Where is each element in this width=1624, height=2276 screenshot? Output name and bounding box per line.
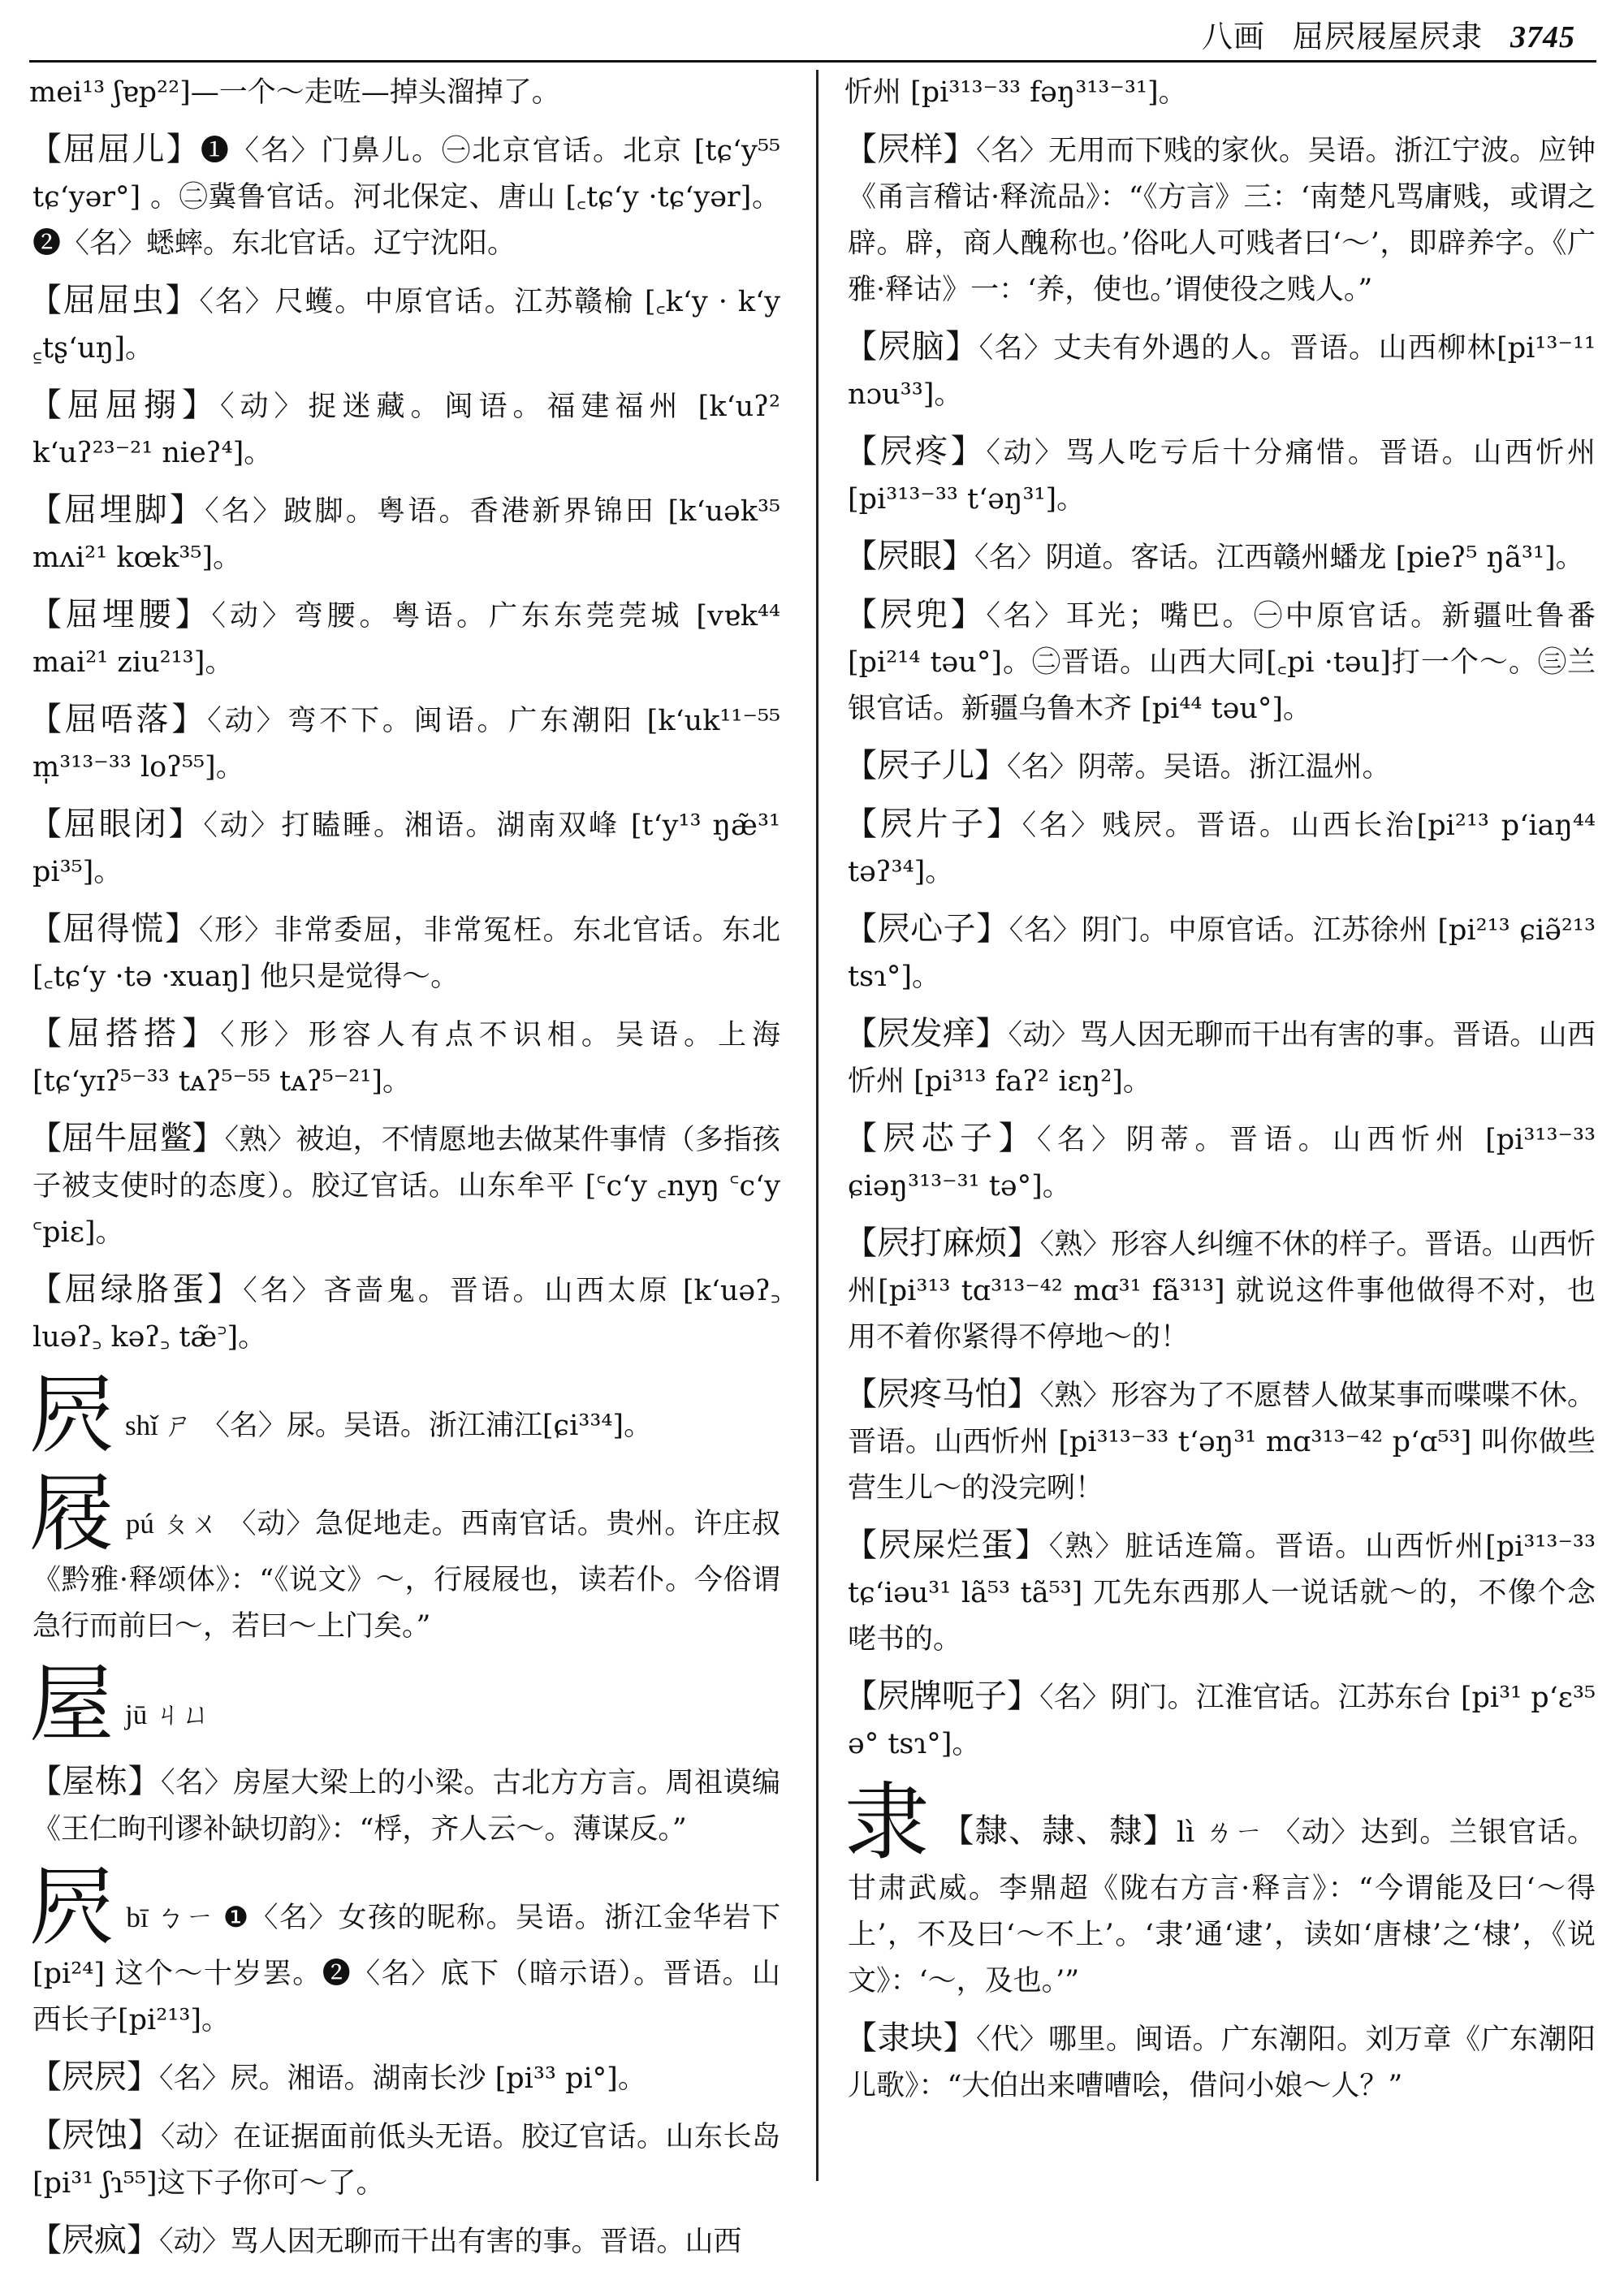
head-character: 屋 xyxy=(29,1655,114,1754)
entry-headword: 【屄牌呃子】 xyxy=(844,1678,1040,1715)
dictionary-entry xyxy=(844,1116,1596,1210)
entry-headword: 【屄脑】 xyxy=(844,328,979,365)
entry-headword: 【屄芯子】 xyxy=(844,1120,1037,1157)
character-definition: ❶〈名〉女孩的昵称。吴语。浙江金华岩下 [pi²⁴] 这个～十岁罢。❷〈名〉底下（暗示语）。晋语。山西长子[pi²¹³]。 xyxy=(32,1902,780,2036)
dictionary-entry xyxy=(844,1220,1596,1361)
entry-definition: 〈名〉无用而下贱的家伙。吴语。浙江宁波。应钟《甬言稽诂·释流品》：“《方言》三：‘南楚凡骂庸贱，或谓之辟。辟，商人醜称也。’俗叱人可贱者曰‘～’，即辟养字。《广雅·释诂》一：‘养，使也。’谓使役之贱人。” xyxy=(848,135,1596,306)
entry-definition: 〈代〉哪里。闽语。广东潮阳。刘万章《广东潮阳儿歌》：“大伯出来嘈嘈哙，借问小娘～人？” xyxy=(848,2023,1596,2102)
zhuyin: lì ㄌㄧ xyxy=(1176,1816,1264,1849)
character-entry xyxy=(29,1366,780,1465)
entry-headword: 【屄心子】 xyxy=(844,910,1009,948)
entry-definition: 〈动〉骂人因无聊而干出有害的事。晋语。山西忻州 [pi³¹³ faʔ² iɛŋ²]。 xyxy=(848,1019,1596,1098)
pinyin: jū xyxy=(125,1699,148,1730)
entry-headword: 【屈得慌】 xyxy=(29,910,199,948)
stroke-section-label: 八画 xyxy=(1201,19,1265,54)
dictionary-entry xyxy=(844,127,1596,313)
character-entry xyxy=(29,1655,780,1853)
entry-definition: 〈名〉屄。湘语。湖南长沙 [pi³³ pi°]。 xyxy=(159,2062,646,2095)
entry-headword: 【屈埋腰】 xyxy=(29,596,212,633)
entry-headword: 【屄疼马怕】 xyxy=(844,1376,1040,1413)
dictionary-entry xyxy=(844,801,1596,896)
entry-definition: 〈名〉阴蒂。晋语。山西忻州 [pi³¹³⁻³³ ɕiəŋ³¹³⁻³¹ tə°]。 xyxy=(848,1124,1596,1203)
entry-definition: 〈熟〉脏话连篇。晋语。山西忻州[pi³¹³⁻³³ tɕʻiəu³¹ lã⁵³ tã⁵³] 兀先东西那人一说话就～的，不像个念咾书的。 xyxy=(848,1531,1596,1656)
dictionary-entry xyxy=(29,906,780,1000)
character-line xyxy=(29,1858,780,2044)
dictionary-entry xyxy=(29,697,780,791)
dictionary-entry xyxy=(844,743,1596,791)
running-header xyxy=(1202,11,1575,56)
entry-definition: 〈名〉阴道。客话。江西赣州蟠龙 [pieʔ⁵ ŋã³¹]。 xyxy=(974,542,1584,574)
entry-headword: 【屄眼】 xyxy=(844,538,974,575)
entry-headword: 【屄蚀】 xyxy=(29,2117,161,2154)
entry-headword: 【屄兜】 xyxy=(844,596,987,633)
dictionary-entry xyxy=(844,1011,1596,1105)
dictionary-entry xyxy=(29,1267,780,1361)
dictionary-entry xyxy=(844,1522,1596,1663)
dictionary-entry xyxy=(844,533,1596,581)
left-column xyxy=(29,70,780,2276)
entry-definition: 〈动〉在证据面前低头无语。胶辽官话。山东长岛[pi³¹ ʃɿ⁵⁵]这下子你可～了。 xyxy=(32,2121,780,2200)
entry-headword: 【屈埋脚】 xyxy=(29,491,205,529)
entry-headword: 【屄屎烂蛋】 xyxy=(844,1527,1049,1564)
dictionary-entry xyxy=(29,382,780,477)
entry-headword: 【屄屄】 xyxy=(29,2058,159,2096)
character-entry xyxy=(29,1858,780,2265)
dictionary-entry xyxy=(844,1371,1596,1512)
variant-forms: 【隸、隷、隸】 xyxy=(941,1812,1177,1850)
character-line xyxy=(29,1655,780,1754)
entry-definition: 〈形〉形容人有点不识相。吴语。上海 [tɕʻyɪʔ⁵⁻³³ tᴀʔ⁵⁻⁵⁵ tᴀʔ⁵⁻²¹]。 xyxy=(32,1019,780,1098)
character-line xyxy=(29,1366,780,1465)
header-rule xyxy=(29,60,1596,63)
entry-definition: 〈名〉尺蠖。中原官话。江苏赣榆 [꜀kʻy · kʻy ꜁tʂʻuŋ]。 xyxy=(32,286,781,365)
entry-headword: 【屋栋】 xyxy=(29,1763,161,1800)
entry-headword: 【屄发痒】 xyxy=(844,1015,1009,1052)
head-character: 屄 xyxy=(29,1858,115,1957)
dictionary-entry xyxy=(29,1011,780,1105)
zhuyin: ㄐㄩ xyxy=(153,1699,211,1731)
entry-headword: 【屈唔落】 xyxy=(29,701,208,738)
dictionary-entry xyxy=(844,2015,1596,2110)
entry-headword: 【屄片子】 xyxy=(844,805,1022,843)
dictionary-entry xyxy=(844,1674,1596,1768)
dictionary-entry xyxy=(844,324,1596,418)
entry-definition: 〈动〉弯不下。闽语。广东潮阳 [kʻuk¹¹⁻⁵⁵ m̩³¹³⁻³³ loʔ⁵⁵]。 xyxy=(32,705,781,784)
pinyin: bī xyxy=(126,1902,149,1933)
dictionary-entry xyxy=(29,278,780,372)
dictionary-entry xyxy=(29,1759,780,1853)
pinyin: shǐ xyxy=(125,1410,158,1441)
entry-definition: 〈动〉骂人吃亏后十分痛惜。晋语。山西忻州 [pi³¹³⁻³³ tʻəŋ³¹]。 xyxy=(848,437,1596,516)
entry-headword: 【屄子儿】 xyxy=(844,747,1007,784)
head-character: 屐 xyxy=(29,1464,114,1563)
entry-definition: 〈动〉捉迷藏。闽语。福建福州 [kʻuʔ² kʻuʔ²³⁻²¹ nieʔ⁴]。 xyxy=(32,391,781,469)
entry-headword: 【屈搭搭】 xyxy=(29,1015,221,1052)
entry-headword: 【屄打麻烦】 xyxy=(844,1224,1040,1262)
zhuyin: ㄆㄨ xyxy=(160,1508,220,1540)
page-number: 3745 xyxy=(1510,20,1575,54)
character-definition: 〈动〉急促地走。西南官话。贵州。许庄叔《黔雅·释颂体》：“《说文》～，行屐屐也，读若仆。今俗谓急行而前曰～，若曰～上门矣。” xyxy=(32,1508,780,1643)
entry-definition: 〈熟〉形容为了不愿替人做某事而喋喋不休。晋语。山西忻州 [pi³¹³⁻³³ tʻəŋ³¹ mɑ³¹³⁻⁴² pʻɑ⁵³] 叫你做些营生儿～的没完咧！ xyxy=(848,1380,1596,1505)
dictionary-entry xyxy=(844,906,1596,1000)
entry-definition: 〈熟〉被迫，不情愿地去做某件事情（多指孩子被支使时的态度）。胶辽官话。山东牟平 [꜂cʻy ꜀nyŋ ꜂cʻy ꜂piɛ]。 xyxy=(32,1124,780,1249)
entry-definition: 〈名〉房屋大梁上的小梁。古北方方言。周祖谟编《王仁昫刊谬补缺切韵》：“桴，齐人云～。薄谋反。” xyxy=(32,1767,780,1846)
entry-headword: 【屈眼闭】 xyxy=(29,805,204,843)
dictionary-entry xyxy=(29,2218,780,2265)
entry-definition: 〈名〉阴门。江淮官话。江苏东台 [pi³¹ pʻɛ³⁵ ə° tsɿ°]。 xyxy=(848,1682,1596,1760)
character-entry xyxy=(29,1464,780,1650)
entry-definition: 〈名〉阴门。中原官话。江苏徐州 [pi²¹³ ɕiə̃²¹³ tsɿ°]。 xyxy=(848,914,1596,993)
header-characters: 屈屄屐屋屄隶 xyxy=(1292,19,1483,54)
dictionary-entry xyxy=(29,487,780,581)
entry-definition: 〈名〉耳光；嘴巴。㊀中原官话。新疆吐鲁番 [pi²¹⁴ təu°]。㊁晋语。山西大同[꜀pi ·təu]打一个～。㊂兰银官话。新疆乌鲁木齐 [pi⁴⁴ təu°]。 xyxy=(848,600,1596,725)
dictionary-entry xyxy=(29,1116,780,1256)
zhuyin: ㄅㄧ xyxy=(154,1902,215,1934)
character-line xyxy=(844,1773,1596,2005)
entry-headword: 【屈屈儿】 xyxy=(29,131,201,168)
entry-headword: 【屈绿胳蛋】 xyxy=(29,1271,244,1308)
head-character: 屄 xyxy=(29,1366,114,1465)
entry-headword: 【屄疼】 xyxy=(844,433,987,470)
character-entry xyxy=(844,1773,1596,2110)
entry-definition: 〈形〉非常委屈，非常冤枉。东北官话。东北 [꜀tɕʻy ·tə ·xuaŋ] 他只是觉得～。 xyxy=(32,914,780,993)
continuation-text: mei¹³ ʃɐp²²]—一个～走咗—掉头溜掉了。 xyxy=(29,76,560,109)
entry-definition: 〈名〉贱屄。晋语。山西长治[pi²¹³ pʻiaŋ⁴⁴ təʔ³⁴]。 xyxy=(848,810,1596,888)
continuation-text: 忻州 [pi³¹³⁻³³ fəŋ³¹³⁻³¹]。 xyxy=(844,76,1187,109)
dictionary-entry xyxy=(844,592,1596,732)
character-definition: 〈名〉尿。吴语。浙江浦江[ɕi³³⁴]。 xyxy=(201,1410,653,1442)
entry-definition: 〈名〉阴蒂。吴语。浙江温州。 xyxy=(1007,751,1391,784)
dictionary-entry xyxy=(29,801,780,896)
dictionary-entry xyxy=(844,429,1596,523)
entry-definition: 〈名〉丈夫有外遇的人。晋语。山西柳林[pi¹³⁻¹¹ nɔu³³]。 xyxy=(848,332,1596,411)
dictionary-entry xyxy=(29,127,780,267)
entry-list xyxy=(844,127,1596,1768)
entry-definition: 〈名〉吝啬鬼。晋语。山西太原 [kʻuəʔ꜆ luəʔ꜆ kəʔ꜆ tæ̃꜄]。 xyxy=(32,1275,780,1354)
entry-definition: 〈动〉打瞌睡。湘语。湖南双峰 [tʻy¹³ ŋæ̃³¹ pi³⁵]。 xyxy=(32,810,781,888)
column-divider xyxy=(816,70,818,2181)
dictionary-entry xyxy=(29,592,780,686)
entry-list xyxy=(29,127,780,1361)
entry-definition: 〈动〉弯腰。粤语。广东东莞莞城 [vɐk⁴⁴ mai²¹ ziu²¹³]。 xyxy=(32,600,780,679)
dictionary-entry xyxy=(29,2054,780,2102)
head-character: 隶 xyxy=(844,1773,931,1872)
entry-definition: ❶〈名〉门鼻儿。㊀北京官话。北京 [tɕʻy⁵⁵ tɕʻyər°] 。㊁冀鲁官话。河北保定、唐山 [꜀tɕʻy ·tɕʻyər]。❷〈名〉蟋蟀。东北官话。辽宁沈阳。 xyxy=(32,135,781,260)
dictionary-entry xyxy=(29,2113,780,2207)
entry-headword: 【屈牛屈鳖】 xyxy=(29,1120,225,1157)
entry-definition: 〈熟〉形容人纠缠不休的样子。晋语。山西忻州[pi³¹³ tɑ³¹³⁻⁴² mɑ³¹ fã³¹³] 就说这件事他做得不对，也用不着你紧得不停地～的！ xyxy=(848,1229,1596,1354)
entry-headword: 【屄样】 xyxy=(844,131,976,168)
entry-headword: 【隶块】 xyxy=(844,2019,976,2057)
zhuyin: ㄕ xyxy=(164,1410,193,1442)
entry-headword: 【屄疯】 xyxy=(29,2222,159,2259)
entry-definition: 〈名〉跛脚。粤语。香港新界锦田 [kʻuək³⁵ mʌi²¹ kœk³⁵]。 xyxy=(32,495,781,574)
entry-headword: 【屈屈虫】 xyxy=(29,282,200,319)
pinyin: pú xyxy=(125,1508,154,1540)
character-definition: 〈动〉达到。兰银官话。甘肃武威。李鼎超《陇右方言·释言》：“今谓能及曰‘～得上’，不及曰‘～不上’。‘隶’通‘逮’，读如‘唐棣’之‘棣’，《说文》：‘～，及也。’” xyxy=(848,1816,1596,1997)
entry-definition: 〈动〉骂人因无聊而干出有害的事。晋语。山西 xyxy=(159,2226,742,2258)
entry-headword: 【屈屈搦】 xyxy=(29,387,221,424)
right-column xyxy=(844,70,1596,2120)
character-line xyxy=(29,1464,780,1650)
